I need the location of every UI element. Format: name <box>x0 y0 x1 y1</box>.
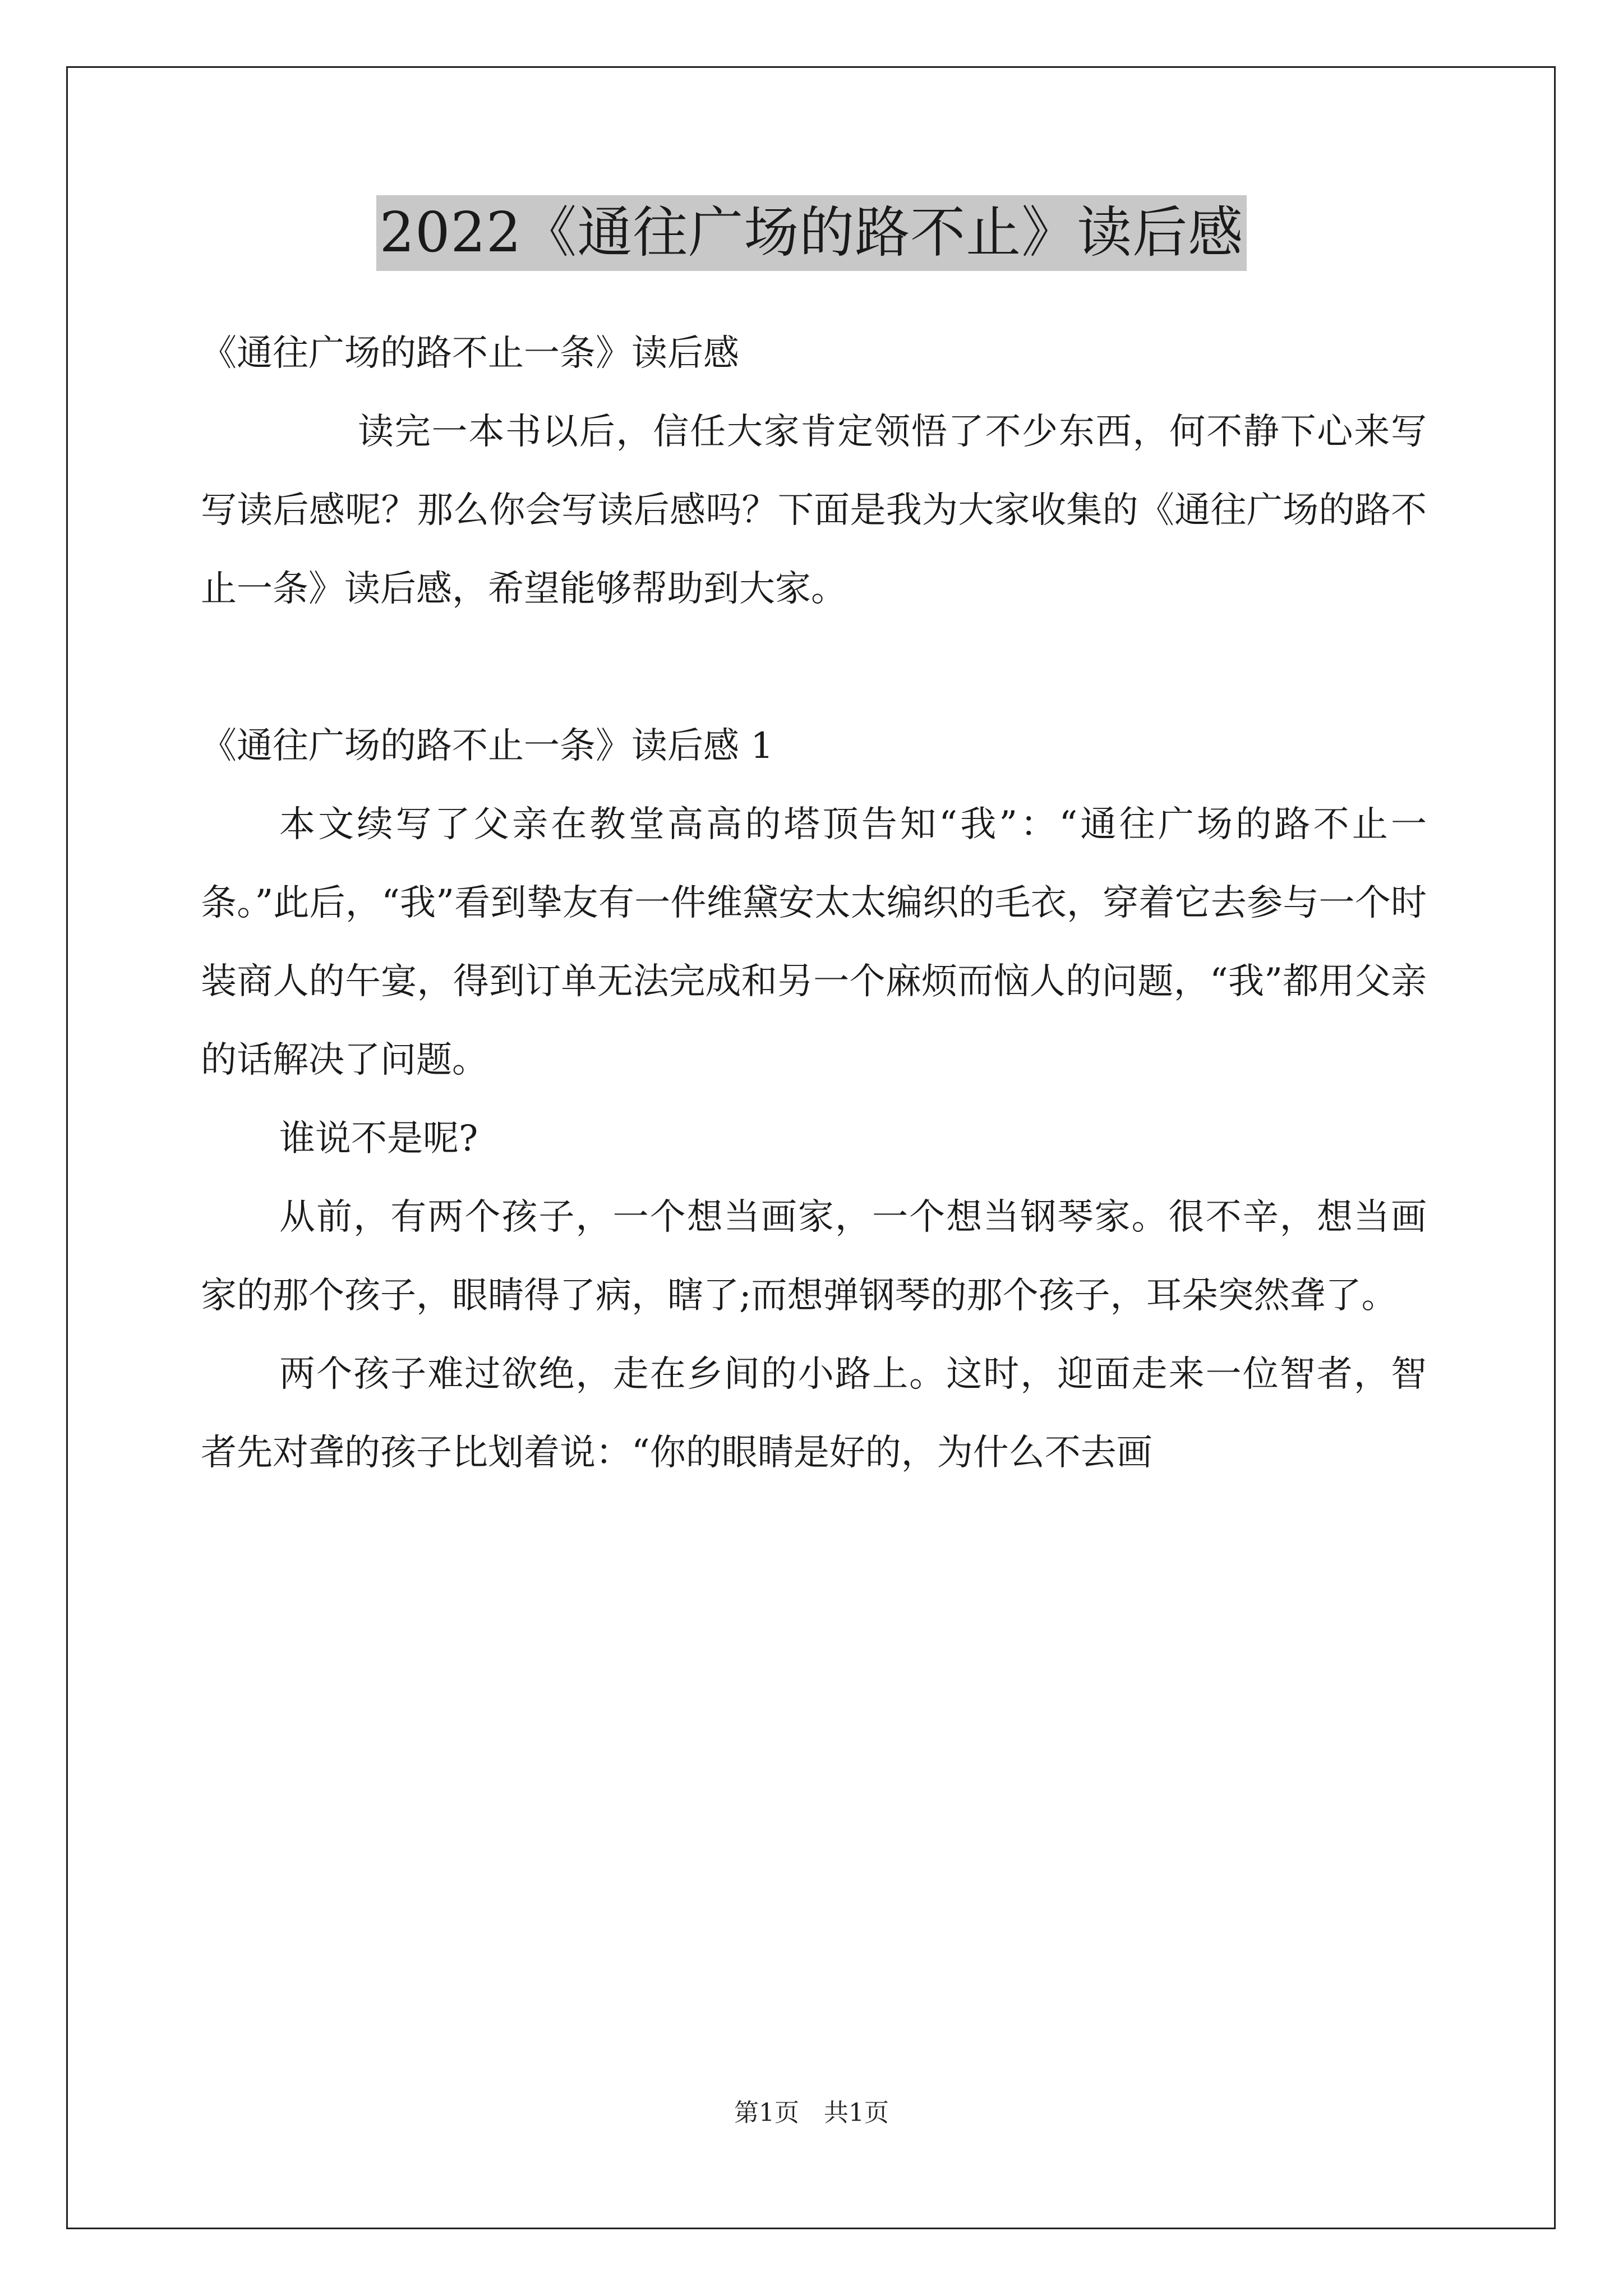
body-paragraph: 两个孩子难过欲绝，走在乡间的小路上。这时，迎面走来一位智者，智者先对聋的孩子比划着说：“你的眼睛是好的，为什么不去画 <box>201 1354 1427 1474</box>
section-heading: 《通往广场的路不止一条》读后感 1 <box>201 725 774 767</box>
document-subtitle: 《通往广场的路不止一条》读后感 <box>201 333 739 374</box>
title-container <box>0 195 1623 271</box>
body-paragraph: 谁说不是呢? <box>279 1118 478 1159</box>
document-title: 2022《通往广场的路不止》读后感 <box>376 195 1247 271</box>
body-paragraph: 本文续写了父亲在教堂高高的塔顶告知“我”：“通往广场的路不止一条。”此后，“我”看到挚友有一件维黛安太太编织的毛衣，穿着它去参与一个时装商人的午宴，得到订单无法完成和另一个麻烦而恼人的问题，“我”都用父亲的话解决了问题。 <box>201 804 1427 1081</box>
document-body <box>201 314 1427 1492</box>
intro-paragraph: 读完一本书以后，信任大家肯定领悟了不少东西，何不静下心来写写读后感呢？那么你会写读后感吗？下面是我为大家收集的《通往广场的路不止一条》读后感，希望能够帮助到大家。 <box>201 411 1427 610</box>
body-paragraph: 从前，有两个孩子，一个想当画家，一个想当钢琴家。很不辛，想当画家的那个孩子，眼睛得了病，瞎了;而想弹钢琴的那个孩子，耳朵突然聋了。 <box>201 1197 1427 1317</box>
page-number: 第1页 共1页 <box>734 2099 889 2127</box>
page-footer <box>0 2092 1623 2128</box>
